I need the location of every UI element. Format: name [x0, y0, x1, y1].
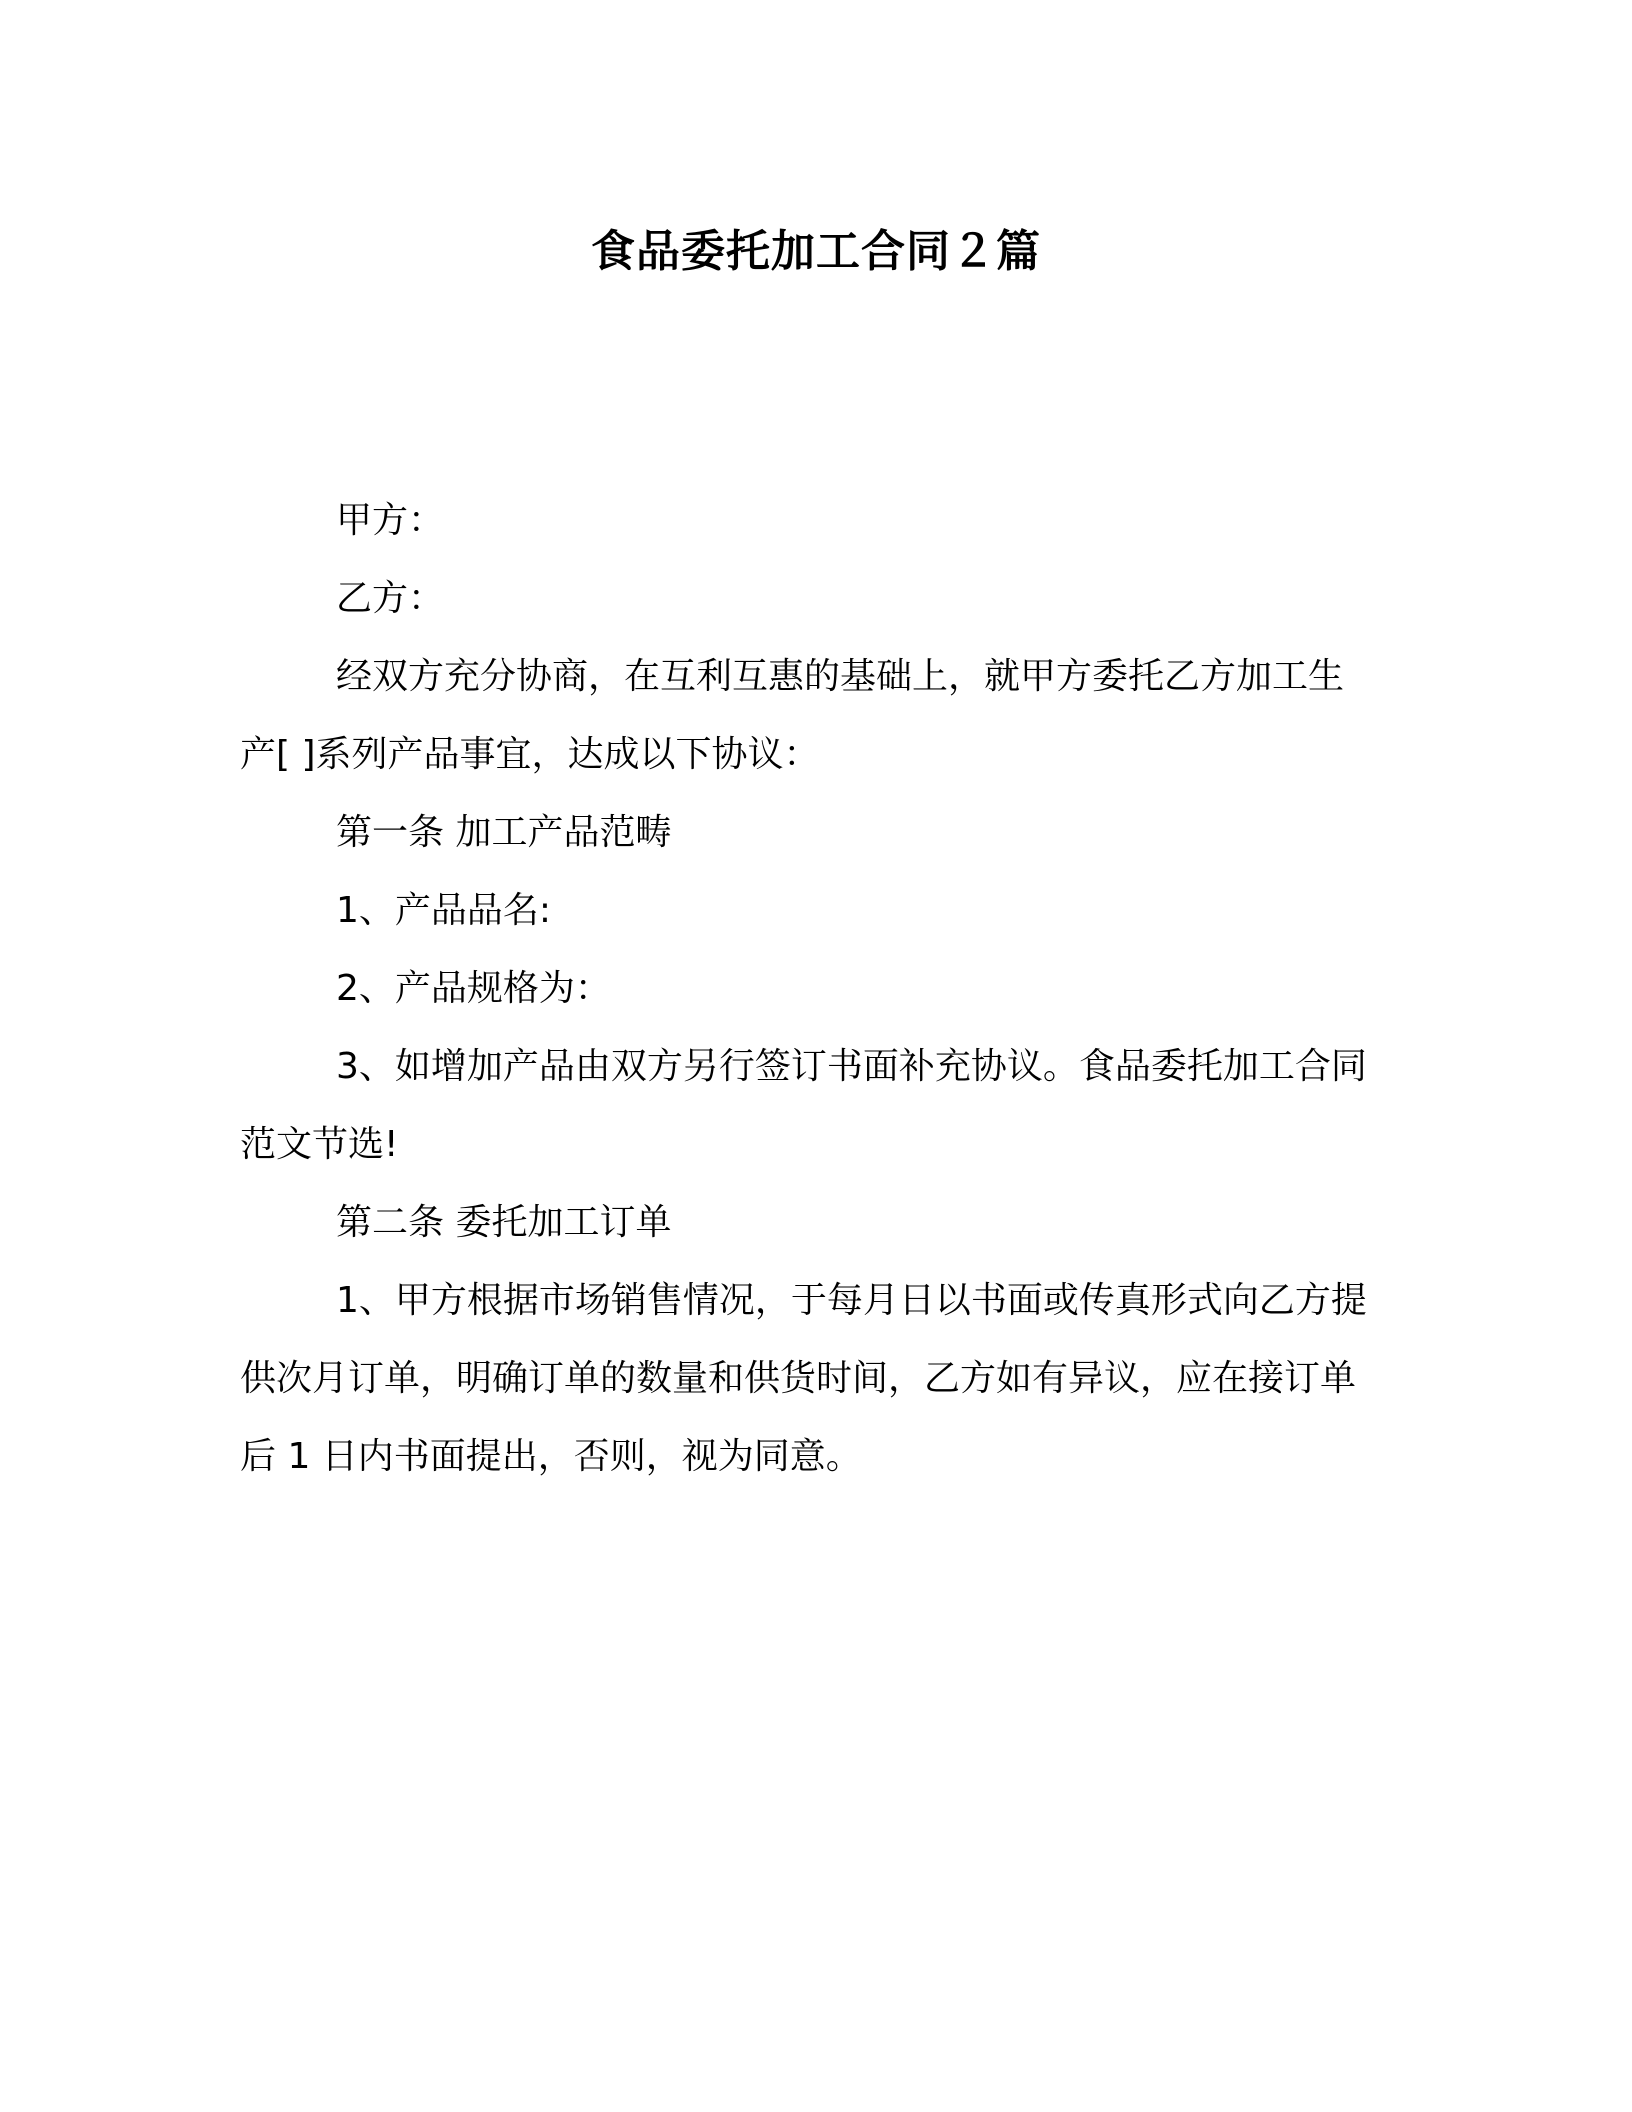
article-2-heading: 第二条 委托加工订单 — [336, 1202, 672, 1243]
preamble-paragraph: 经双方充分协商，在互利互惠的基础上，就甲方委托乙方加工生产[ ]系列产品事宜，达成以下协议： — [240, 656, 1345, 775]
party-a-line: 甲方： — [336, 500, 445, 541]
document-title: 食品委托加工合同２篇 — [591, 226, 1041, 277]
article-1-item-1: 1、产品品名: — [336, 890, 552, 931]
article-2-item-1: 1、甲方根据市场销售情况，于每月日以书面或传真形式向乙方提供次月订单，明确订单的数量和供货时间，乙方如有异议，应在接订单后 1 日内书面提出，否则，视为同意。 — [240, 1280, 1367, 1477]
article-1-item-2: 2、产品规格为： — [336, 968, 611, 1009]
article-1-item-3: 3、如增加产品由双方另行签订书面补充协议。食品委托加工合同范文节选! — [240, 1046, 1367, 1165]
party-b-line: 乙方： — [336, 578, 445, 619]
document-body — [240, 482, 1370, 1496]
article-1-heading: 第一条 加工产品范畴 — [336, 812, 672, 853]
